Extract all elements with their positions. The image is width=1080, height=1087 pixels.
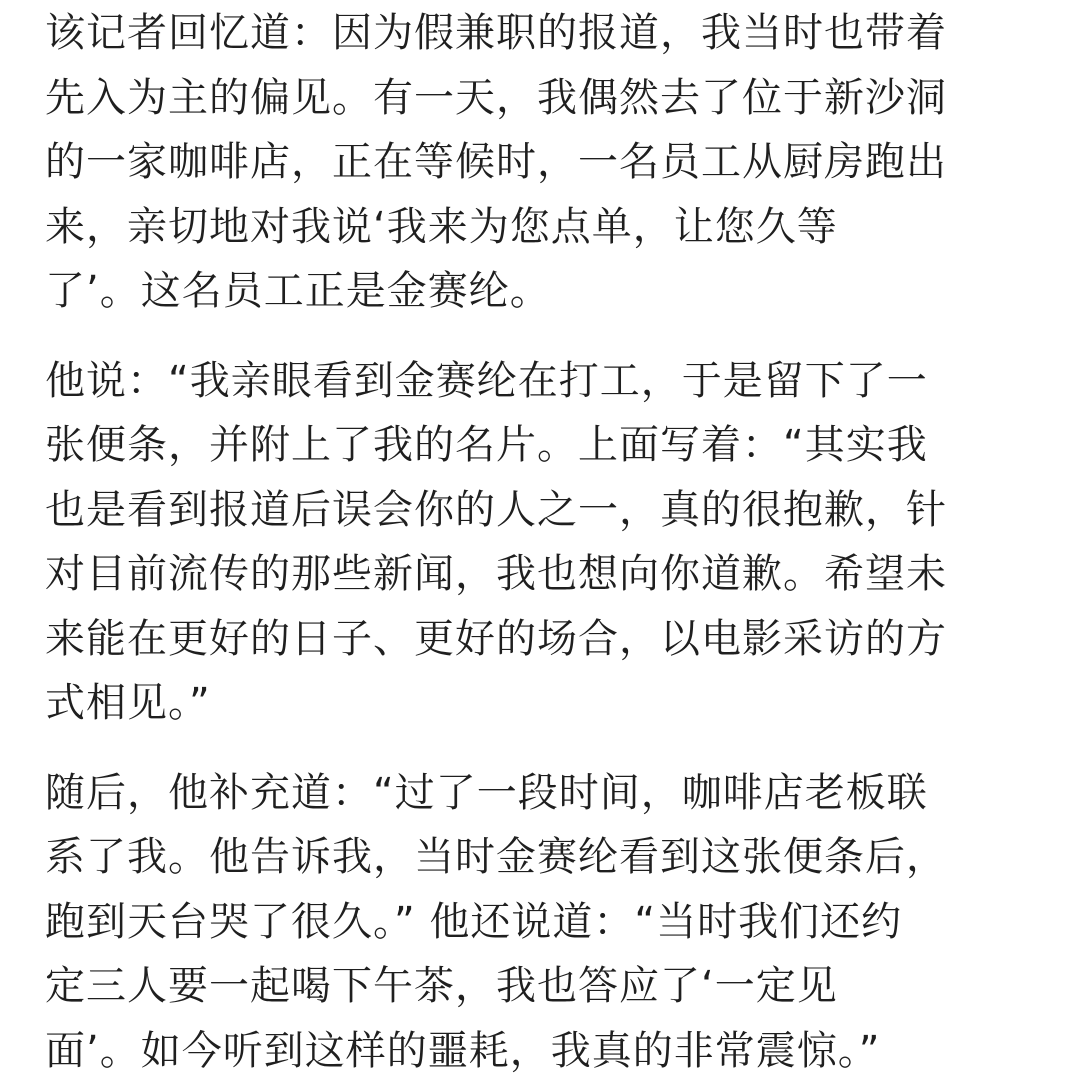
text-line: 他说：“我亲眼看到金赛纶在打工，于是留下了一 — [45, 357, 928, 404]
paragraph-gap — [45, 736, 1080, 761]
paragraph-gap — [45, 324, 1080, 349]
text-line: 张便条，并附上了我的名片。上面写着：“其实我 — [45, 422, 928, 468]
text-line: 来，亲切地对我说‘我来为您点单，让您久等 — [45, 203, 838, 250]
text-line: 来能在更好的日子、更好的场合，以电影采访的方 — [45, 615, 947, 662]
text-line: 的一家咖啡店，正在等候时，一名员工从厨房跑出 — [45, 139, 947, 185]
paragraph-1 — [45, 0, 1080, 324]
text-line: 跑到天台哭了很久。” 他还说道：“当时我们还约 — [45, 898, 903, 945]
text-line: 定三人要一起喝下午茶，我也答应了‘一定见 — [45, 963, 838, 1009]
text-line: 系了我。他告诉我，当时金赛纶看到这张便条后， — [45, 834, 947, 880]
text-line: 先入为主的偏见。有一天，我偶然去了位于新沙洞 — [45, 74, 947, 121]
paragraph-3 — [45, 761, 1080, 1084]
text-line: 也是看到报道后误会你的人之一，真的很抱歉，针 — [45, 486, 947, 533]
text-line: 式相见。” — [45, 680, 211, 726]
text-line: 面’。如今听到这样的噩耗，我真的非常震惊。” — [45, 1027, 881, 1074]
paragraph-2 — [45, 349, 1080, 736]
text-line: 对目前流传的那些新闻，我也想向你道歉。希望未 — [45, 551, 947, 597]
text-line: 该记者回忆道：因为假兼职的报道，我当时也带着 — [45, 10, 947, 56]
text-line: 随后，他补充道：“过了一段时间，咖啡店老板联 — [45, 769, 928, 816]
text-line: 了’。这名员工正是金赛纶。 — [45, 268, 551, 314]
